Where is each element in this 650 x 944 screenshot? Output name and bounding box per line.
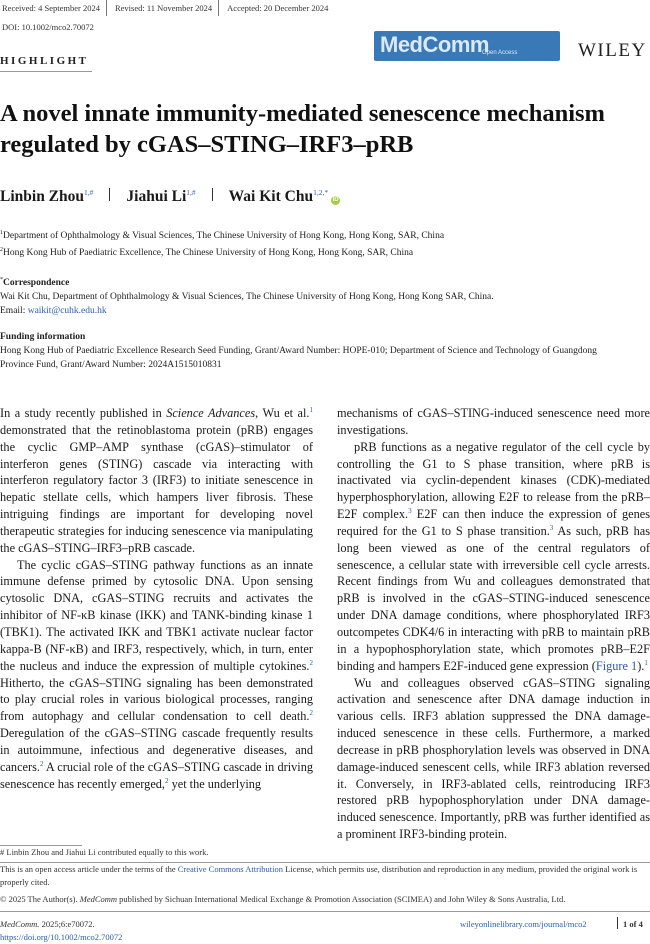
body-column-right: mechanisms of cGAS–STING-induced senescence need more investigations. pRB functions as a negative regulator of the cell cycle by controlling the G1 to S phase transition, where pRB is inactivated via cyclin-dependent kinases (CDK)-mediated hyperphosphorylation, allowing E2F to release from the pRB–E2F complex.$^3$ E2F can then induce the expression of genes required for the G1 to S phase transition.$^3$ As such, pRB has long been viewed as one of the central regulators of senescence, a cellular state with irreversible cell cycle arrests. Recent findings from Wu and colleagues demonstrated that pRB is involved in the cGAS–STING-induced senescence under DNA damage conditions, where phosphorylated IRF3 outcompetes CDK4/6 in interacting with pRB to maintain pRB in a hypophosphorylation state, which promotes pRB–E2F binding and hampers E2F-induced gene expression (Figure 1).$^1$ Wu and colleagues observed cGAS–STING signaling activation and senescence after DNA damage induction in various cells. IRF3 ablation suppressed the DNA damage-induced senescence in these cells. Furthermore, a marked decrease in pRB phosphorylation levels was observed in DNA damage-induced senescent cells, while IRF3 ablation reversed it. Conversely, in IRF3-ablated cells, reintroducing IRF3 restored pRB hypophosphorylation under DNA damage-induced senescence. Importantly, pRB was further identified as a prominent IRF3-binding protein. bbox=[337, 406, 650, 842]
dates-bar bbox=[0, 0, 340, 16]
author-name[interactable]: Wai Kit Chu$^{1,2,*}$ bbox=[228, 188, 329, 206]
publisher-logo[interactable]: WILEY bbox=[578, 40, 647, 61]
correspondence-line: Wai Kit Chu, Department of Ophthalmology & Visual Sciences, The Chinese University of Hong Kong, Hong Kong SAR, China. bbox=[0, 292, 494, 303]
author-separator bbox=[109, 188, 110, 201]
author-name[interactable]: Linbin Zhou$^{1,\#}$ bbox=[0, 188, 94, 206]
funding-heading: Funding information bbox=[0, 332, 86, 342]
citation-line: MedComm. 2025;6:e70072. bbox=[0, 919, 95, 929]
author-list bbox=[0, 188, 340, 206]
page-number: 1 of 4 bbox=[623, 919, 643, 929]
cc-license-link[interactable]: Creative Commons Attribution bbox=[177, 864, 284, 874]
journal-logo-text: MedComm bbox=[380, 32, 489, 57]
article-title: A novel innate immunity-mediated senescence mechanism regulated by cGAS–STING–IRF3–pRB bbox=[0, 100, 605, 158]
author-name[interactable]: Jiahui $Li^{1,\#}$ bbox=[126, 188, 196, 206]
funding-text: Hong Kong Hub of Paediatric Excellence Research Seed Funding, Grant/Award Number: HOPE-010; Department of Science and Technology of Guangdong Province Fund, Grant/Award Number: 2024A1515010831 bbox=[0, 346, 597, 370]
orcid-icon[interactable]: iD bbox=[332, 197, 339, 204]
correspondence-heading: Correspondence bbox=[3, 278, 70, 289]
funding-block bbox=[0, 330, 630, 372]
section-rule bbox=[0, 71, 92, 72]
equal-contribution-note: # Linbin Zhou and Jiahui Li contributed equally to this work. bbox=[0, 847, 209, 857]
body-column-left: In a study recently published in Science Advances, Wu et al.$^1$ demonstrated that the retinoblastoma protein (pRB) engages the cyclic GMP–AMP synthase (cGAS)–stimulator of interferon genes (STING) cascade via interacting with interferon regulatory factor 3 (IRF3) to initiate senescence in hepatic stellate cells, which hampers liver fibrosis. These intriguing findings are important for developing novel therapeutic strategies for inducing senescence via manipulating the cGAS–STING–IRF3–pRB cascade. The cyclic cGAS–STING pathway functions as an innate immune defense primed by cytosolic DNA. Upon sensing cytosolic DNA, cGAS–STING recruits and activates the inhibitor of NF-κB kinase (IKK) and TANK-binding kinase 1 (TBK1). The activated IKK and TBK1 activate nuclear factor kappa-B (NF-κB) and IRF3, respectively, which, in turn, enter the nucleus and induce the expression of multiple cytokines.$^2$ Hitherto, the cGAS–STING signaling has been demonstrated to play crucial roles in various biological processes, ranging from autophagy and cellular condensation to cell death.$^2$ Deregulation of the cGAS–STING cascade frequently results in autoimmune, infectious and degenerative diseases, and cancers.$^2$ A crucial role of the cGAS–STING cascade in driving senescence has recently emerged,$^2$ yet the underlying bbox=[0, 405, 313, 791]
revised-date: Revised: 11 November 2024 bbox=[113, 0, 219, 16]
doi-text: DOI: 10.1002/mco2.70072 bbox=[2, 22, 94, 32]
footer-rule bbox=[0, 911, 650, 912]
journal-site-link[interactable]: wileyonlinelibrary.com/journal/mco2 bbox=[460, 919, 587, 929]
affiliation: $^1$Department of Ophthalmology & Visual Sciences, The Chinese University of Hong Kong, Hong Kong, SAR, China bbox=[0, 230, 445, 242]
copyright-text: © 2025 The Author(s). MedComm published by Sichuan International Medical Exchange & Promotion Association (SCIMEA) and John Wiley & Sons Australia, Ltd. bbox=[0, 894, 566, 904]
accepted-date: Accepted: 20 December 2024 bbox=[227, 3, 329, 13]
correspondence-block: *Correspondence Wai Kit Chu, Department of Ophthalmology & Visual Sciences, The Chinese University of Hong Kong, Hong Kong SAR, China. Email: waikit@cuhk.edu.hk bbox=[0, 273, 645, 318]
open-access-label: Open Access bbox=[482, 50, 518, 56]
email-link[interactable]: waikit@cuhk.edu.hk bbox=[27, 306, 107, 317]
section-label: HIGHLIGHT bbox=[0, 55, 89, 67]
journal-logo[interactable] bbox=[374, 31, 560, 61]
license-text: This is an open access article under the terms of the Creative Commons Attribution License, which permits use, distribution and reproduction in any medium, provided the original work is properly cited. bbox=[0, 864, 638, 887]
doi-url-link[interactable]: https://doi.org/10.1002/mco2.70072 bbox=[0, 932, 123, 942]
affiliation: $^2$Hong Kong Hub of Paediatric Excellence, The Chinese University of Hong Kong, Hong Kong, SAR, China bbox=[0, 247, 414, 259]
received-date: Received: 4 September 2024 bbox=[0, 0, 107, 16]
page-separator bbox=[617, 917, 618, 929]
author-separator bbox=[212, 188, 213, 201]
